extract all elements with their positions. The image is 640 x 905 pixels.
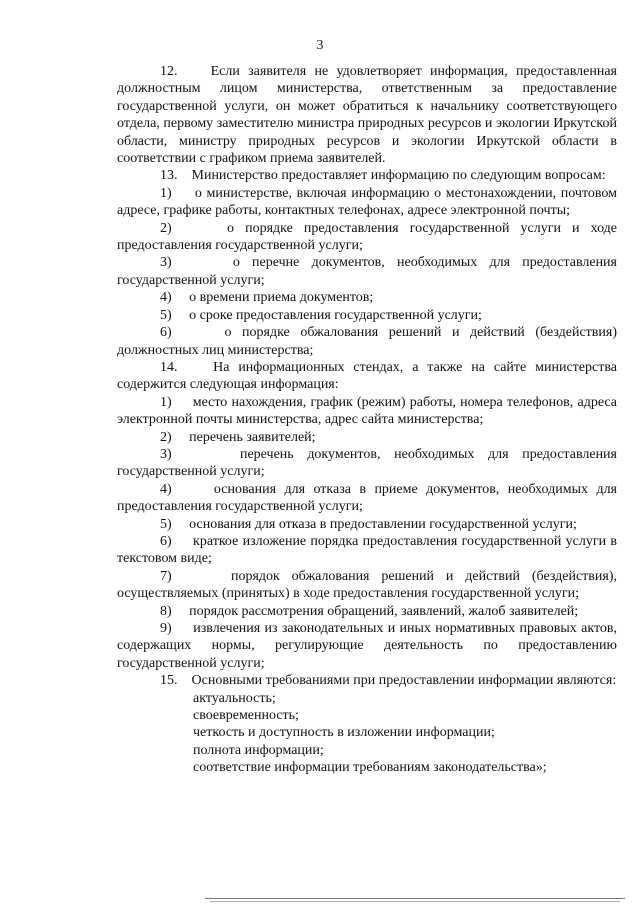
paragraph-p13-4: 4) о времени приема документов; xyxy=(160,290,374,306)
paragraph-p14-7: 7) порядок обжалования решений и действий (бездействия), осуществляемых (принятых) в ходе предоставления государственной услуги; xyxy=(117,568,617,602)
paragraph-p13-1: 1) о министерстве, включая информацию о местонахождении, почтовом адресе, графике работы, контактных телефонах, адресе электронной почты; xyxy=(117,185,617,219)
paragraph-p14-4: 4) основания для отказа в приеме документов, необходимых для предоставления государственной услуги; xyxy=(117,481,617,515)
paragraph-p15-b: своевременность; xyxy=(193,708,299,724)
paragraph-p15-a: актуальность; xyxy=(193,690,276,706)
paragraph-p14-3: 3) перечень документов, необходимых для предоставления государственной услуги; xyxy=(117,446,617,480)
document-body xyxy=(117,63,617,777)
paragraph-p13: 13. Министерство предоставляет информацию по следующим вопросам: xyxy=(160,168,606,184)
paragraph-p14-8: 8) порядок рассмотрения обращений, заявлений, жалоб заявителей; xyxy=(160,603,579,619)
paragraph-p15: 15. Основными требованиями при предоставлении информации являются: xyxy=(160,673,617,689)
paragraph-p14-5: 5) основания для отказа в предоставлении государственной услуги; xyxy=(160,516,577,532)
paragraph-p14-6: 6) краткое изложение порядка предоставления государственной услуги в текстовом виде; xyxy=(117,533,617,567)
paragraph-p13-3: 3) о перечне документов, необходимых для предоставления государственной услуги; xyxy=(117,255,617,288)
paragraph-p12: 12. Если заявителя не удовлетворяет информация, предоставленная должностным лицом министерства, ответственным за предоставление государственной услуги, он может обратиться к начальнику соответствующего отдела, первому заместителю министра природных ресурсов и экологии Иркутской области, министру природных ресурсов и экологии Иркутской области в соответствии с графиком приема заявителей. xyxy=(117,64,617,167)
paragraph-p15-c: четкость и доступность в изложении информации; xyxy=(193,725,495,741)
paragraph-p14-9: 9) извлечения из законодательных и иных нормативных правовых актов, содержащих нормы, регулирующие деятельность по предоставлению государственной услуги; xyxy=(117,621,617,671)
scan-edge-line-faint xyxy=(210,901,620,902)
paragraph-p13-6: 6) о порядке обжалования решений и действий (бездействия) должностных лиц министерства; xyxy=(117,325,617,358)
paragraph-p15-d: полнота информации; xyxy=(193,742,324,758)
scan-edge-line xyxy=(205,898,625,899)
paragraph-p14-2: 2) перечень заявителей; xyxy=(160,429,316,445)
page-number: 3 xyxy=(316,38,324,53)
paragraph-p14-1: 1) место нахождения, график (режим) работы, номера телефонов, адреса электронной почты министерства, адрес сайта министерства; xyxy=(117,394,617,428)
paragraph-p13-5: 5) о сроке предоставления государственной услуги; xyxy=(160,307,482,323)
paragraph-p13-2: 2) о порядке предоставления государственной услуги и ходе предоставления государственной услуги; xyxy=(117,220,617,254)
paragraph-p15-e: соответствие информации требованиям законодательства»; xyxy=(193,760,547,776)
paragraph-p14: 14. На информационных стендах, а также на сайте министерства содержится следующая информация: xyxy=(117,359,617,393)
